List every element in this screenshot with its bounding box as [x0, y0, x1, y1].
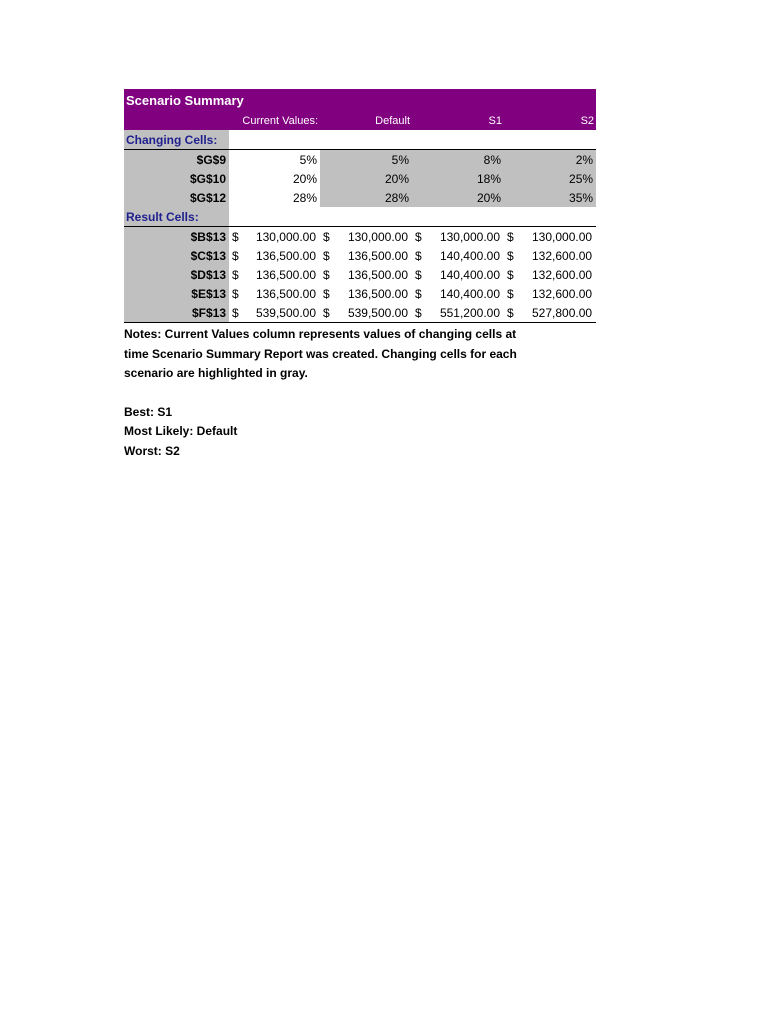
amount: 140,400.00: [439, 248, 500, 263]
row-cell-ref: $B$13: [124, 227, 229, 247]
currency-symbol: $: [232, 229, 239, 244]
amount: 130,000.00: [347, 229, 408, 244]
amount: 140,400.00: [439, 267, 500, 282]
amount: 539,500.00: [347, 305, 408, 320]
money-cell: [320, 284, 412, 303]
amount: 130,000.00: [255, 229, 316, 244]
money-cell: [320, 265, 412, 284]
row-cell-ref: $G$12: [124, 188, 229, 207]
changing-cells-label: Changing Cells:: [124, 130, 229, 150]
money-cell: [412, 303, 504, 323]
currency-symbol: $: [507, 248, 514, 263]
amount: 136,500.00: [255, 248, 316, 263]
table-row: [124, 227, 596, 247]
money-cell: [412, 227, 504, 247]
amount: 136,500.00: [255, 267, 316, 282]
value-cell: 28%: [292, 190, 317, 205]
money-cell: [229, 227, 320, 247]
value-cell: 2%: [504, 150, 596, 170]
title-row: [124, 89, 596, 111]
scenario-summary-sheet: [124, 89, 596, 461]
most-likely-scenario: Most Likely: Default: [124, 424, 238, 438]
summary-notes: Notes: Current Values column represents values of changing cells at time Scenario Summary Report was created. Changing cells for each scenario are highlighted in gray.: [124, 327, 517, 380]
amount: 551,200.00: [439, 305, 500, 320]
money-cell: [504, 303, 596, 323]
money-cell: [504, 227, 596, 247]
money-cell: [229, 246, 320, 265]
money-cell: [229, 265, 320, 284]
table-row: [124, 169, 596, 188]
value-cell: 18%: [412, 169, 504, 188]
summary-title: Scenario Summary: [124, 89, 596, 111]
value-cell: 5%: [299, 152, 317, 167]
money-cell: [504, 246, 596, 265]
header-blank-cell: [124, 111, 229, 130]
table-row: [124, 188, 596, 207]
currency-symbol: $: [415, 286, 422, 301]
currency-symbol: $: [415, 229, 422, 244]
currency-symbol: $: [323, 248, 330, 263]
amount: 132,600.00: [532, 267, 593, 282]
currency-symbol: $: [507, 267, 514, 282]
table-row: [124, 303, 596, 323]
value-cell: 35%: [504, 188, 596, 207]
money-cell: [320, 303, 412, 323]
currency-symbol: $: [415, 267, 422, 282]
value-cell: 20%: [292, 171, 317, 186]
currency-symbol: $: [507, 286, 514, 301]
row-cell-ref: $G$10: [124, 169, 229, 188]
header-current-values: Current Values:: [229, 111, 320, 130]
best-scenario: Best: S1: [124, 404, 173, 419]
result-cells-section-row: [124, 207, 596, 227]
currency-symbol: $: [323, 305, 330, 320]
scenario-summary-table: [124, 89, 596, 323]
row-cell-ref: $C$13: [124, 246, 229, 265]
row-cell-ref: $F$13: [124, 303, 229, 323]
amount: 136,500.00: [255, 286, 316, 301]
value-cell: 8%: [412, 150, 504, 170]
money-cell: [412, 265, 504, 284]
currency-symbol: $: [232, 286, 239, 301]
amount: 132,600.00: [532, 248, 593, 263]
table-row: [124, 284, 596, 303]
amount: 130,000.00: [439, 229, 500, 244]
table-row: [124, 265, 596, 284]
row-cell-ref: $G$9: [124, 150, 229, 170]
currency-symbol: $: [507, 229, 514, 244]
currency-symbol: $: [232, 267, 239, 282]
money-cell: [320, 246, 412, 265]
amount: 136,500.00: [347, 286, 408, 301]
header-default: Default: [320, 111, 412, 130]
amount: 140,400.00: [439, 286, 500, 301]
money-cell: [504, 265, 596, 284]
value-cell: 25%: [504, 169, 596, 188]
header-s1: S1: [412, 111, 504, 130]
currency-symbol: $: [232, 305, 239, 320]
amount: 136,500.00: [347, 267, 408, 282]
money-cell: [229, 303, 320, 323]
scenario-outcomes: [124, 403, 596, 462]
currency-symbol: $: [323, 286, 330, 301]
currency-symbol: $: [415, 305, 422, 320]
value-cell: 5%: [320, 150, 412, 170]
currency-symbol: $: [232, 248, 239, 263]
changing-cells-section-row: [124, 130, 596, 150]
currency-symbol: $: [323, 229, 330, 244]
column-header-row: [124, 111, 596, 130]
amount: 136,500.00: [347, 248, 408, 263]
money-cell: [504, 284, 596, 303]
row-cell-ref: $E$13: [124, 284, 229, 303]
worst-scenario: Worst: S2: [124, 443, 180, 458]
amount: 132,600.00: [532, 286, 593, 301]
money-cell: [412, 246, 504, 265]
table-row: [124, 246, 596, 265]
amount: 539,500.00: [255, 305, 316, 320]
money-cell: [412, 284, 504, 303]
money-cell: [320, 227, 412, 247]
currency-symbol: $: [507, 305, 514, 320]
header-s2: S2: [504, 111, 596, 130]
result-cells-label: Result Cells:: [124, 207, 229, 227]
money-cell: [229, 284, 320, 303]
currency-symbol: $: [323, 267, 330, 282]
value-cell: 20%: [320, 169, 412, 188]
value-cell: 28%: [320, 188, 412, 207]
amount: 527,800.00: [532, 305, 593, 320]
value-cell: 20%: [412, 188, 504, 207]
amount: 130,000.00: [532, 229, 593, 244]
table-row: [124, 150, 596, 170]
currency-symbol: $: [415, 248, 422, 263]
row-cell-ref: $D$13: [124, 265, 229, 284]
